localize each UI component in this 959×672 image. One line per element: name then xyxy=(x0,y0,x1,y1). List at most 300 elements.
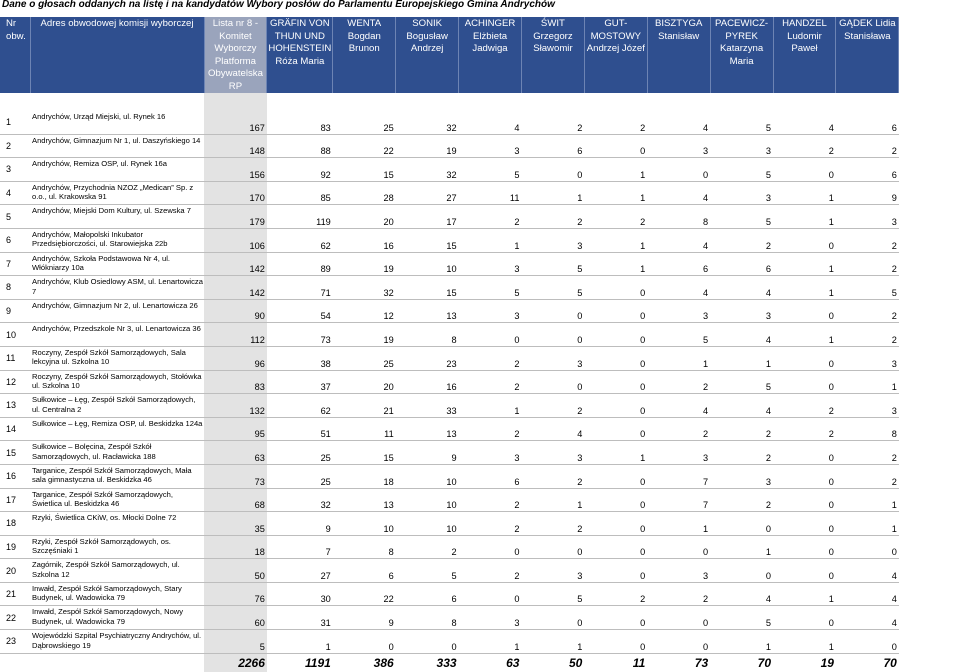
candidate-votes-cell: 5 xyxy=(521,276,584,300)
candidate-votes-cell: 0 xyxy=(521,535,584,559)
candidate-votes-cell: 2 xyxy=(710,488,773,512)
candidate-votes-cell: 10 xyxy=(396,488,459,512)
candidate-votes-cell: 3 xyxy=(710,464,773,488)
candidate-votes-cell: 25 xyxy=(333,346,396,370)
commission-address: Sułkowice – Łęg, Remiza OSP, ul. Beskidzka 124a xyxy=(30,417,204,441)
district-number: 8 xyxy=(0,276,30,300)
district-number: 23 xyxy=(0,630,30,654)
candidate-votes-cell: 19 xyxy=(333,252,396,276)
candidate-votes-cell: 6 xyxy=(333,559,396,583)
commission-address: Andrychów, Szkoła Podstawowa Nr 4, ul. Włókniarzy 10a xyxy=(30,252,204,276)
candidate-votes-cell: 12 xyxy=(333,299,396,323)
commission-address: Andrychów, Przychodnia NZOZ „Medican” Sp. z o.o., ul. Krakowska 91 xyxy=(30,181,204,205)
candidate-votes-cell: 27 xyxy=(396,181,459,205)
candidate-votes-cell: 2 xyxy=(647,370,710,394)
candidate-votes-cell: 54 xyxy=(267,299,333,323)
candidate-votes-cell: 0 xyxy=(773,559,836,583)
candidate-votes-cell: 16 xyxy=(396,370,459,394)
totals-empty xyxy=(30,653,204,672)
table-row xyxy=(0,346,899,370)
candidate-votes-cell: 4 xyxy=(710,394,773,418)
candidate-votes-cell: 4 xyxy=(647,111,710,134)
candidate-votes-cell: 17 xyxy=(396,205,459,229)
candidate-votes-cell: 8 xyxy=(396,606,459,630)
candidate-votes-cell: 16 xyxy=(333,228,396,252)
candidate-votes-cell: 4 xyxy=(836,559,899,583)
candidate-votes-cell: 22 xyxy=(333,134,396,158)
candidate-votes-cell: 9 xyxy=(836,181,899,205)
header-candidate: GRÄFIN VON THUN UND HOHENSTEIN Róża Maria xyxy=(267,17,333,93)
candidate-votes-cell: 0 xyxy=(521,323,584,347)
candidate-votes-cell: 10 xyxy=(396,252,459,276)
candidate-votes-cell: 1 xyxy=(710,630,773,654)
candidate-votes-cell: 3 xyxy=(459,252,522,276)
candidate-votes-cell: 4 xyxy=(647,394,710,418)
list-votes-cell: 73 xyxy=(204,464,267,488)
table-row xyxy=(0,488,899,512)
list-votes-cell: 35 xyxy=(204,512,267,536)
commission-address: Roczyny, Zespół Szkół Samorządowych, Stołówka ul. Szkolna 10 xyxy=(30,370,204,394)
candidate-votes-cell: 2 xyxy=(521,111,584,134)
candidate-votes-cell: 0 xyxy=(584,535,647,559)
candidate-votes-cell: 1 xyxy=(584,441,647,465)
commission-address: Targanice, Zespół Szkół Samorządowych, Mała sala gimnastyczna ul. Beskidzka 46 xyxy=(30,464,204,488)
candidate-votes-cell: 8 xyxy=(836,417,899,441)
list-votes-cell: 170 xyxy=(204,181,267,205)
commission-address: Rzyki, Zespół Szkół Samorządowych, os. Szczęśniaki 1 xyxy=(30,535,204,559)
candidate-votes-cell: 1 xyxy=(647,512,710,536)
candidate-votes-cell: 4 xyxy=(710,276,773,300)
district-number: 21 xyxy=(0,582,30,606)
candidate-votes-cell: 3 xyxy=(710,181,773,205)
candidate-votes-cell: 22 xyxy=(333,582,396,606)
candidate-votes-cell: 1 xyxy=(710,346,773,370)
district-number: 9 xyxy=(0,299,30,323)
commission-address: Sułkowice – Bolęcina, Zespół Szkół Samorządowych, ul. Racławicka 188 xyxy=(30,441,204,465)
candidate-votes-cell: 0 xyxy=(521,299,584,323)
candidate-votes-cell: 2 xyxy=(459,488,522,512)
header-candidate: GĄDEK Lidia Stanisława xyxy=(836,17,899,93)
candidate-votes-cell: 0 xyxy=(647,158,710,182)
candidate-votes-cell: 4 xyxy=(836,606,899,630)
header-candidate: ACHINGER Elżbieta Jadwiga xyxy=(459,17,522,93)
candidate-votes-cell: 0 xyxy=(710,559,773,583)
candidate-votes-cell: 4 xyxy=(710,323,773,347)
candidate-votes-cell: 1 xyxy=(836,488,899,512)
table-row xyxy=(0,464,899,488)
candidate-votes-cell: 13 xyxy=(396,299,459,323)
table-row xyxy=(0,417,899,441)
candidate-votes-cell: 19 xyxy=(396,134,459,158)
commission-address: Rzyki, Świetlica CKiW, os. Młocki Dolne 72 xyxy=(30,512,204,536)
candidate-votes-cell: 83 xyxy=(267,111,333,134)
candidate-votes-cell: 0 xyxy=(584,630,647,654)
candidate-votes-cell: 4 xyxy=(836,582,899,606)
district-number: 13 xyxy=(0,394,30,418)
candidate-votes-cell: 2 xyxy=(521,464,584,488)
table-row xyxy=(0,111,899,134)
candidate-votes-cell: 5 xyxy=(710,606,773,630)
candidate-votes-cell: 2 xyxy=(521,512,584,536)
candidate-votes-cell: 71 xyxy=(267,276,333,300)
candidate-total-cell: 19 xyxy=(820,655,834,670)
commission-address: Sułkowice – Łęg, Zespół Szkół Samorządowych, ul. Centralna 2 xyxy=(30,394,204,418)
candidate-votes-cell: 0 xyxy=(584,346,647,370)
candidate-votes-cell: 1 xyxy=(584,181,647,205)
candidate-votes-cell: 5 xyxy=(459,276,522,300)
list-votes-cell: 142 xyxy=(204,276,267,300)
candidate-votes-cell: 0 xyxy=(584,134,647,158)
district-number: 2 xyxy=(0,134,30,158)
district-number: 5 xyxy=(0,205,30,229)
list-votes-cell: 112 xyxy=(204,323,267,347)
candidate-total-cell: 70 xyxy=(883,655,897,670)
candidate-votes-cell: 23 xyxy=(396,346,459,370)
candidate-votes-cell: 0 xyxy=(584,606,647,630)
header-candidate: HANDZEL Ludomir Paweł xyxy=(773,17,836,93)
candidate-votes-cell: 0 xyxy=(773,158,836,182)
candidate-votes-cell: 2 xyxy=(459,417,522,441)
candidate-votes-cell: 0 xyxy=(521,370,584,394)
list-votes-cell: 5 xyxy=(204,630,267,654)
candidate-votes-cell: 73 xyxy=(267,323,333,347)
candidate-total-cell: 333 xyxy=(436,655,457,670)
candidate-votes-cell: 2 xyxy=(773,417,836,441)
candidate-votes-cell: 62 xyxy=(267,228,333,252)
candidate-votes-cell: 10 xyxy=(396,464,459,488)
candidate-votes-cell: 2 xyxy=(584,582,647,606)
candidate-votes-cell: 2 xyxy=(773,394,836,418)
list-votes-cell: 68 xyxy=(204,488,267,512)
candidate-votes-cell: 0 xyxy=(521,606,584,630)
list-votes-cell: 132 xyxy=(204,394,267,418)
district-number: 11 xyxy=(0,346,30,370)
candidate-votes-cell: 3 xyxy=(710,134,773,158)
header-candidate: ŚWIT Grzegorz Sławomir xyxy=(521,17,584,93)
table-row xyxy=(0,512,899,536)
candidate-votes-cell: 3 xyxy=(459,299,522,323)
candidate-votes-cell: 0 xyxy=(773,370,836,394)
candidate-total-cell: 1191 xyxy=(304,655,331,670)
table-row xyxy=(0,158,899,182)
candidate-votes-cell: 3 xyxy=(521,346,584,370)
candidate-votes-cell: 0 xyxy=(584,512,647,536)
candidate-votes-cell: 1 xyxy=(836,370,899,394)
candidate-votes-cell: 5 xyxy=(521,252,584,276)
candidate-votes-cell: 3 xyxy=(521,559,584,583)
candidate-votes-cell: 0 xyxy=(773,346,836,370)
candidate-votes-cell: 3 xyxy=(647,559,710,583)
candidate-votes-cell: 1 xyxy=(584,158,647,182)
candidate-votes-cell: 1 xyxy=(773,252,836,276)
candidate-votes-cell: 2 xyxy=(836,134,899,158)
candidate-votes-cell: 4 xyxy=(459,111,522,134)
candidate-votes-cell: 0 xyxy=(459,323,522,347)
candidate-votes-cell: 1 xyxy=(773,276,836,300)
list-votes-cell: 167 xyxy=(204,111,267,134)
list-votes-cell: 90 xyxy=(204,299,267,323)
candidate-votes-cell: 92 xyxy=(267,158,333,182)
candidate-votes-cell: 7 xyxy=(647,488,710,512)
candidate-votes-cell: 6 xyxy=(836,158,899,182)
header-candidate: PACEWICZ-PYREK Katarzyna Maria xyxy=(710,17,773,93)
candidate-votes-cell: 9 xyxy=(333,606,396,630)
candidate-votes-cell: 20 xyxy=(333,370,396,394)
candidate-votes-cell: 2 xyxy=(773,134,836,158)
candidate-votes-cell: 0 xyxy=(836,630,899,654)
list-votes-cell: 148 xyxy=(204,134,267,158)
candidate-votes-cell: 1 xyxy=(773,582,836,606)
candidate-votes-cell: 2 xyxy=(647,582,710,606)
candidate-votes-cell: 0 xyxy=(773,488,836,512)
candidate-votes-cell: 0 xyxy=(773,512,836,536)
header-row xyxy=(0,17,899,93)
table-row xyxy=(0,276,899,300)
candidate-votes-cell: 2 xyxy=(836,299,899,323)
candidate-votes-cell: 6 xyxy=(459,464,522,488)
commission-address: Inwałd, Zespół Szkół Samorządowych, Nowy Budynek, ul. Wadowicka 79 xyxy=(30,606,204,630)
commission-address: Andrychów, Klub Osiedlowy ASM, ul. Lenartowicza 7 xyxy=(30,276,204,300)
candidate-votes-cell: 6 xyxy=(710,252,773,276)
candidate-votes-cell: 0 xyxy=(773,228,836,252)
list-votes-cell: 76 xyxy=(204,582,267,606)
commission-address: Andrychów, Gimnazjum Nr 1, ul. Daszyńskiego 14 xyxy=(30,134,204,158)
candidate-votes-cell: 32 xyxy=(396,111,459,134)
candidate-total-cell: 63 xyxy=(506,655,520,670)
candidate-votes-cell: 27 xyxy=(267,559,333,583)
district-number: 1 xyxy=(0,111,30,134)
candidate-votes-cell: 0 xyxy=(459,535,522,559)
candidate-votes-cell: 25 xyxy=(267,441,333,465)
candidate-votes-cell: 1 xyxy=(521,488,584,512)
candidate-votes-cell: 1 xyxy=(773,323,836,347)
totals-empty xyxy=(0,653,30,672)
candidate-votes-cell: 2 xyxy=(521,205,584,229)
candidate-votes-cell: 1 xyxy=(521,181,584,205)
candidate-votes-cell: 5 xyxy=(710,370,773,394)
candidate-votes-cell: 2 xyxy=(836,441,899,465)
district-number: 17 xyxy=(0,488,30,512)
table-row xyxy=(0,394,899,418)
commission-address: Roczyny, Zespół Szkół Samorządowych, Sala lekcyjna ul. Szkolna 10 xyxy=(30,346,204,370)
candidate-votes-cell: 9 xyxy=(267,512,333,536)
district-number: 10 xyxy=(0,323,30,347)
list-votes-cell: 106 xyxy=(204,228,267,252)
candidate-votes-cell: 5 xyxy=(710,205,773,229)
candidate-votes-cell: 2 xyxy=(836,464,899,488)
candidate-votes-cell: 25 xyxy=(333,111,396,134)
table-row xyxy=(0,582,899,606)
district-number: 7 xyxy=(0,252,30,276)
candidate-votes-cell: 1 xyxy=(773,630,836,654)
candidate-votes-cell: 7 xyxy=(267,535,333,559)
header-address: Adres obwodowej komisji wyborczej xyxy=(30,17,204,93)
candidate-votes-cell: 2 xyxy=(836,228,899,252)
commission-address: Andrychów, Przedszkole Nr 3, ul. Lenartowicza 36 xyxy=(30,323,204,347)
candidate-votes-cell: 8 xyxy=(396,323,459,347)
candidate-votes-cell: 2 xyxy=(459,205,522,229)
list-votes-cell: 83 xyxy=(204,370,267,394)
candidate-votes-cell: 2 xyxy=(584,111,647,134)
district-number: 6 xyxy=(0,228,30,252)
candidate-votes-cell: 21 xyxy=(333,394,396,418)
candidate-votes-cell: 88 xyxy=(267,134,333,158)
candidate-votes-cell: 1 xyxy=(459,630,522,654)
list-votes-cell: 18 xyxy=(204,535,267,559)
list-votes-cell: 142 xyxy=(204,252,267,276)
candidate-votes-cell: 0 xyxy=(584,276,647,300)
candidate-votes-cell: 2 xyxy=(836,252,899,276)
candidate-votes-cell: 32 xyxy=(267,488,333,512)
candidate-votes-cell: 2 xyxy=(459,512,522,536)
district-number: 12 xyxy=(0,370,30,394)
table-row xyxy=(0,559,899,583)
candidate-votes-cell: 5 xyxy=(710,158,773,182)
candidate-votes-cell: 6 xyxy=(521,134,584,158)
commission-address: Andrychów, Urząd Miejski, ul. Rynek 16 xyxy=(30,111,204,134)
candidate-votes-cell: 15 xyxy=(333,441,396,465)
candidate-votes-cell: 7 xyxy=(647,464,710,488)
candidate-votes-cell: 4 xyxy=(647,228,710,252)
table-row xyxy=(0,252,899,276)
candidate-votes-cell: 3 xyxy=(836,205,899,229)
candidate-votes-cell: 0 xyxy=(647,606,710,630)
candidate-votes-cell: 3 xyxy=(459,134,522,158)
candidate-votes-cell: 0 xyxy=(773,606,836,630)
candidate-votes-cell: 51 xyxy=(267,417,333,441)
candidate-votes-cell: 0 xyxy=(773,299,836,323)
district-number: 22 xyxy=(0,606,30,630)
candidate-votes-cell: 2 xyxy=(710,441,773,465)
candidate-votes-cell: 15 xyxy=(333,158,396,182)
header-candidate: SONIK Bogusław Andrzej xyxy=(396,17,459,93)
candidate-votes-cell: 0 xyxy=(584,323,647,347)
table-row xyxy=(0,630,899,654)
candidate-votes-cell: 15 xyxy=(396,228,459,252)
commission-address: Andrychów, Remiza OSP, ul. Rynek 16a xyxy=(30,158,204,182)
candidate-votes-cell: 0 xyxy=(396,630,459,654)
commission-address: Andrychów, Miejski Dom Kultury, ul. Szewska 7 xyxy=(30,205,204,229)
candidate-votes-cell: 2 xyxy=(584,205,647,229)
candidate-votes-cell: 10 xyxy=(333,512,396,536)
candidate-votes-cell: 5 xyxy=(459,158,522,182)
candidate-total-cell: 73 xyxy=(694,655,709,670)
district-number: 14 xyxy=(0,417,30,441)
list-votes-cell: 63 xyxy=(204,441,267,465)
candidate-votes-cell: 0 xyxy=(773,535,836,559)
list-votes-cell: 96 xyxy=(204,346,267,370)
candidate-votes-cell: 2 xyxy=(836,323,899,347)
candidate-votes-cell: 4 xyxy=(710,582,773,606)
candidate-votes-cell: 18 xyxy=(333,464,396,488)
candidate-votes-cell: 10 xyxy=(396,512,459,536)
candidate-votes-cell: 2 xyxy=(521,394,584,418)
district-number: 18 xyxy=(0,512,30,536)
candidate-votes-cell: 3 xyxy=(459,606,522,630)
candidate-votes-cell: 2 xyxy=(459,346,522,370)
results-table xyxy=(0,17,899,672)
commission-address: Zagórnik, Zespół Szkół Samorządowych, ul. Szkolna 12 xyxy=(30,559,204,583)
candidate-votes-cell: 5 xyxy=(710,111,773,134)
candidate-votes-cell: 6 xyxy=(647,252,710,276)
candidate-votes-cell: 4 xyxy=(647,181,710,205)
candidate-votes-cell: 5 xyxy=(521,582,584,606)
candidate-votes-cell: 2 xyxy=(647,417,710,441)
table-row xyxy=(0,370,899,394)
candidate-votes-cell: 3 xyxy=(647,134,710,158)
list-votes-cell: 50 xyxy=(204,559,267,583)
candidate-votes-cell: 2 xyxy=(459,370,522,394)
list-votes-cell: 179 xyxy=(204,205,267,229)
candidate-votes-cell: 31 xyxy=(267,606,333,630)
district-number: 20 xyxy=(0,559,30,583)
candidate-votes-cell: 0 xyxy=(647,535,710,559)
candidate-votes-cell: 85 xyxy=(267,181,333,205)
table-row xyxy=(0,535,899,559)
candidate-votes-cell: 3 xyxy=(521,228,584,252)
candidate-votes-cell: 1 xyxy=(647,346,710,370)
candidate-total-cell: 50 xyxy=(569,655,583,670)
candidate-votes-cell: 8 xyxy=(333,535,396,559)
list-votes-cell: 156 xyxy=(204,158,267,182)
table-row xyxy=(0,299,899,323)
candidate-votes-cell: 2 xyxy=(710,228,773,252)
candidate-votes-cell: 2 xyxy=(396,535,459,559)
candidate-votes-cell: 89 xyxy=(267,252,333,276)
candidate-votes-cell: 1 xyxy=(459,228,522,252)
candidate-votes-cell: 1 xyxy=(584,252,647,276)
candidate-votes-cell: 30 xyxy=(267,582,333,606)
candidate-votes-cell: 1 xyxy=(773,205,836,229)
table-row xyxy=(0,606,899,630)
candidate-votes-cell: 5 xyxy=(647,323,710,347)
commission-address: Targanice, Zespół Szkół Samorządowych, Świetlica ul. Beskidzka 46 xyxy=(30,488,204,512)
candidate-votes-cell: 1 xyxy=(773,181,836,205)
candidate-votes-cell: 0 xyxy=(584,488,647,512)
candidate-votes-cell: 37 xyxy=(267,370,333,394)
candidate-votes-cell: 0 xyxy=(773,464,836,488)
candidate-votes-cell: 6 xyxy=(836,111,899,134)
commission-address: Andrychów, Małopolski Inkubator Przedsiębiorczości, ul. Starowiejska 22b xyxy=(30,228,204,252)
header-nr: Nr obw. xyxy=(0,17,30,93)
district-number: 3 xyxy=(0,158,30,182)
candidate-votes-cell: 6 xyxy=(396,582,459,606)
list-votes-cell: 95 xyxy=(204,417,267,441)
commission-address: Andrychów, Gimnazjum Nr 2, ul. Lenartowicza 26 xyxy=(30,299,204,323)
candidate-votes-cell: 1 xyxy=(836,512,899,536)
candidate-votes-cell: 33 xyxy=(396,394,459,418)
candidate-votes-cell: 0 xyxy=(584,417,647,441)
document-title: Dane o głosach oddanych na listę i na kandydatów Wybory posłów do Parlamentu Europejskiego Gmina Andrychów xyxy=(2,0,555,10)
candidate-votes-cell: 0 xyxy=(584,559,647,583)
candidate-votes-cell: 8 xyxy=(647,205,710,229)
candidate-votes-cell: 0 xyxy=(584,299,647,323)
commission-address: Wojewódzki Szpital Psychiatryczny Andrychów, ul. Dąbrowskiego 19 xyxy=(30,630,204,654)
candidate-votes-cell: 19 xyxy=(333,323,396,347)
candidate-votes-cell: 0 xyxy=(333,630,396,654)
list-total-cell: 2266 xyxy=(204,653,267,672)
candidate-votes-cell: 11 xyxy=(459,181,522,205)
table-row xyxy=(0,181,899,205)
candidate-votes-cell: 1 xyxy=(710,535,773,559)
district-number: 4 xyxy=(0,181,30,205)
candidate-votes-cell: 32 xyxy=(396,158,459,182)
table-row xyxy=(0,441,899,465)
candidate-votes-cell: 0 xyxy=(773,441,836,465)
candidate-votes-cell: 0 xyxy=(710,512,773,536)
candidate-total-cell: 11 xyxy=(632,655,646,670)
candidate-votes-cell: 0 xyxy=(647,630,710,654)
